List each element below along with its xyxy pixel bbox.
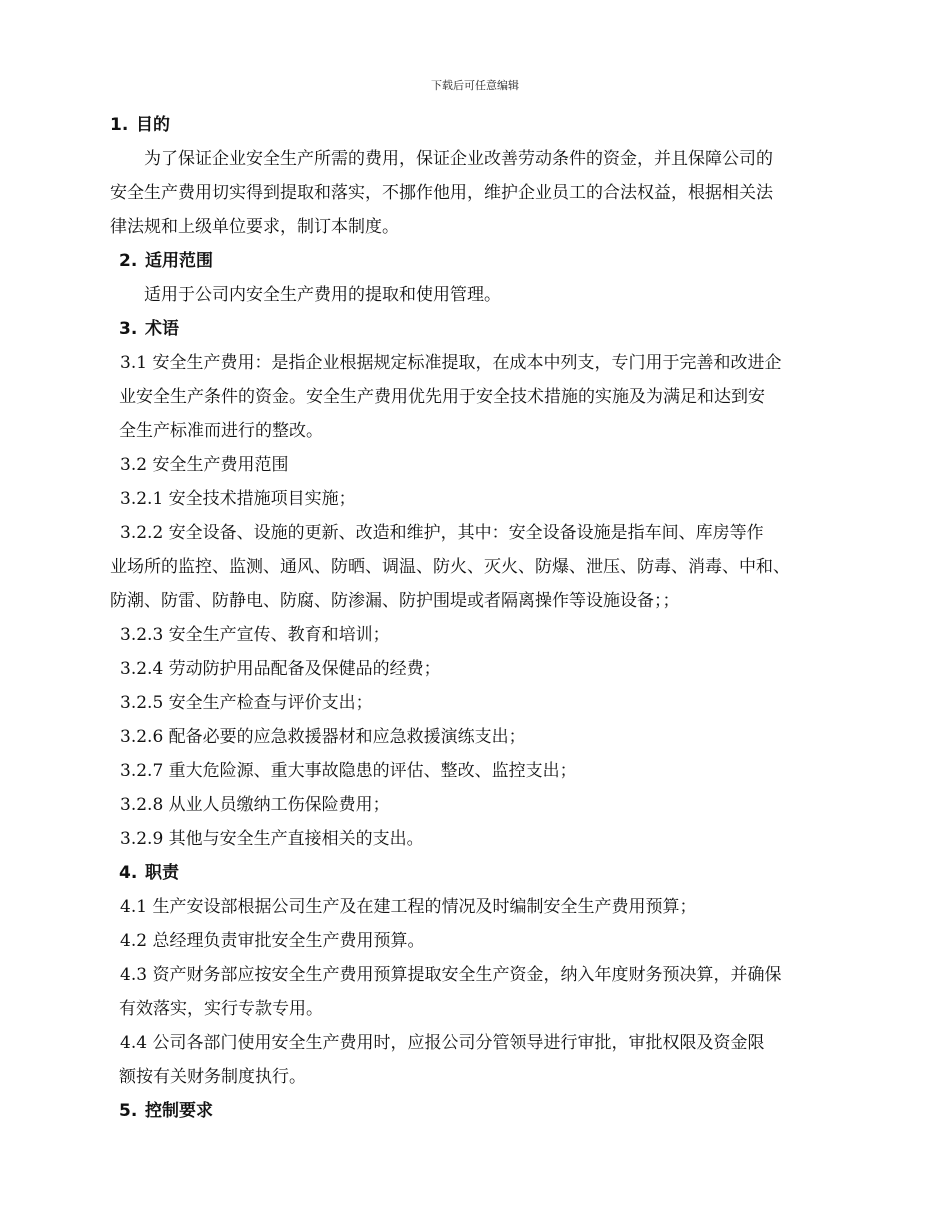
section-title: 适用范围 [145,251,213,271]
document-body [110,108,855,1128]
section-heading [110,108,855,142]
section-title: 术语 [145,319,179,339]
paragraph-line: 3.2.3 安全生产宣传、教育和培训； [120,625,390,645]
paragraph-line: 4.3 资产财务部应按安全生产费用预算提取安全生产资金，纳入年度财务预决算，并确保 [120,965,782,985]
paragraph-line: 3.2.6 配备必要的应急救援器材和应急救援演练支出； [120,727,526,747]
section-title: 职责 [145,863,179,883]
paragraph-line: 业场所的监控、监测、通风、防晒、调温、防火、灭火、防爆、泄压、防毒、消毒、中和、 [110,557,790,577]
section-title: 目的 [136,115,170,135]
paragraph-line: 3.2.2 安全设备、设施的更新、改造和维护，其中：安全设备设施是指车间、库房等作 [120,523,764,543]
section-number: 5. [119,1101,138,1121]
section-number: 1. [110,115,129,135]
paragraph-line: 律法规和上级单位要求，制订本制度。 [110,217,399,237]
section-number: 3. [119,319,138,339]
paragraph-line: 4.4 公司各部门使用安全生产费用时，应报公司分管领导进行审批，审批权限及资金限 [120,1033,765,1053]
paragraph-line: 4.2 总经理负责审批安全生产费用预算。 [120,931,425,951]
paragraph-line: 为了保证企业安全生产所需的费用，保证企业改善劳动条件的资金，并且保障公司的 [144,149,773,169]
paragraph-line: 业安全生产条件的资金。安全生产费用优先用于安全技术措施的实施及为满足和达到安 [119,387,765,407]
paragraph-line: 适用于公司内安全生产费用的提取和使用管理。 [144,285,501,305]
section-heading [110,244,855,278]
paragraph-line: 3.2.4 劳动防护用品配备及保健品的经费； [120,659,441,679]
section-heading [110,1094,855,1128]
page-header: 下载后可任意编辑 [431,79,519,92]
paragraph-line: 额按有关财务制度执行。 [119,1067,306,1087]
paragraph-line: 全生产标准而进行的整改。 [119,421,323,441]
paragraph-line: 3.2.9 其他与安全生产直接相关的支出。 [120,829,424,849]
paragraph-line: 3.2.1 安全技术措施项目实施； [120,489,356,509]
paragraph-line: 3.2.7 重大危险源、重大事故隐患的评估、整改、监控支出； [120,761,577,781]
section-heading [110,856,855,890]
section-number: 4. [119,863,138,883]
paragraph-line: 安全生产费用切实得到提取和落实，不挪作他用，维护企业员工的合法权益，根据相关法 [110,183,773,203]
paragraph-line: 3.2.5 安全生产检查与评价支出； [120,693,373,713]
section-number: 2. [119,251,138,271]
paragraph-line: 3.1 安全生产费用：是指企业根据规定标准提取，在成本中列支，专门用于完善和改进企 [120,353,782,373]
section-heading [110,312,855,346]
paragraph-line: 3.2 安全生产费用范围 [120,455,289,475]
section-title: 控制要求 [145,1101,213,1121]
paragraph-line: 有效落实，实行专款专用。 [119,999,323,1019]
paragraph-line: 3.2.8 从业人员缴纳工伤保险费用； [120,795,390,815]
paragraph-line: 4.1 生产安设部根据公司生产及在建工程的情况及时编制安全生产费用预算； [120,897,697,917]
paragraph-line: 防潮、防雷、防静电、防腐、防渗漏、防护围堤或者隔离操作等设施设备；； [110,591,680,611]
